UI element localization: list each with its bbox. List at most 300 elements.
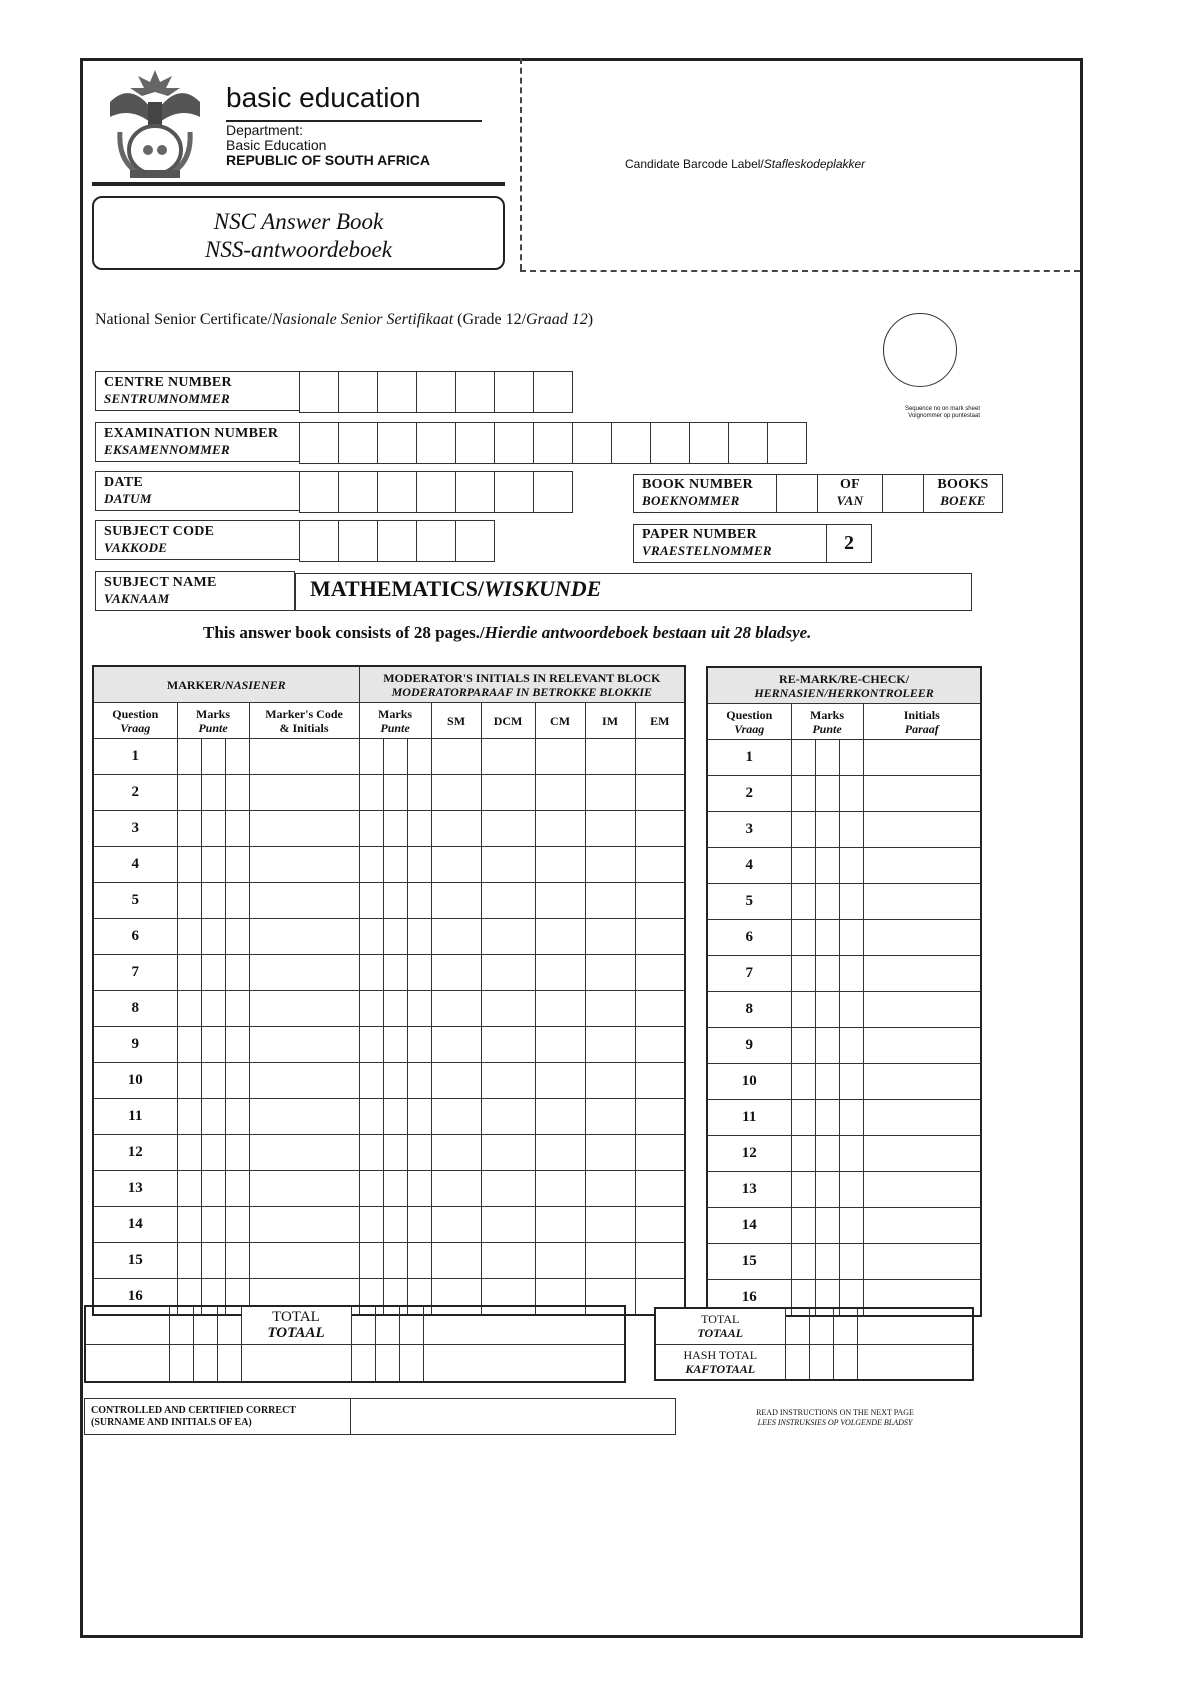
- marker-cell[interactable]: [635, 1207, 685, 1243]
- remark-cell[interactable]: [791, 1136, 815, 1172]
- marker-cell[interactable]: [407, 739, 431, 775]
- marker-cell[interactable]: [177, 991, 201, 1027]
- marker-cell[interactable]: [225, 847, 249, 883]
- marker-cell[interactable]: [635, 991, 685, 1027]
- marker-cell[interactable]: [249, 739, 359, 775]
- remark-question-number: 10: [707, 1064, 791, 1100]
- marker-cell[interactable]: [249, 811, 359, 847]
- controlled-label: CONTROLLED AND CERTIFIED CORRECT (SURNAME AND INITIALS OF EA): [85, 1399, 351, 1435]
- marker-cell[interactable]: [407, 991, 431, 1027]
- marker-cell[interactable]: [481, 919, 535, 955]
- title-af: NSS-antwoordeboek: [205, 237, 392, 262]
- marker-cell[interactable]: [585, 775, 635, 811]
- marker-cell[interactable]: [383, 1171, 407, 1207]
- mod-marks-header: Marks Punte: [359, 703, 431, 739]
- remark-cell[interactable]: [815, 884, 839, 920]
- remark-cell[interactable]: [863, 1244, 981, 1280]
- pages-note: This answer book consists of 28 pages./Hierdie antwoordeboek bestaan uit 28 bladsye.: [203, 623, 812, 642]
- marker-cell[interactable]: [225, 991, 249, 1027]
- controlled-input[interactable]: [351, 1399, 676, 1435]
- marker-row: [93, 1207, 685, 1243]
- marker-cell[interactable]: [383, 1135, 407, 1171]
- marker-cell[interactable]: [177, 775, 201, 811]
- remark-cell[interactable]: [791, 1028, 815, 1064]
- marker-cell[interactable]: [177, 1171, 201, 1207]
- marker-cell[interactable]: [535, 955, 585, 991]
- remark-cell[interactable]: [839, 1172, 863, 1208]
- remark-cell[interactable]: [839, 992, 863, 1028]
- remark-cell[interactable]: [791, 884, 815, 920]
- remark-total-label: TOTAL TOTAAL: [655, 1308, 785, 1344]
- marker-cell[interactable]: [481, 1027, 535, 1063]
- marker-cell[interactable]: [535, 1207, 585, 1243]
- marker-cell[interactable]: [383, 883, 407, 919]
- exam-number-label: EXAMINATION NUMBER EKSAMENNOMMER: [95, 422, 300, 462]
- marker-cell[interactable]: [635, 775, 685, 811]
- marker-cell[interactable]: [177, 1099, 201, 1135]
- marker-cell[interactable]: [535, 991, 585, 1027]
- marker-cell[interactable]: [249, 775, 359, 811]
- remark-cell[interactable]: [839, 1136, 863, 1172]
- marker-cell[interactable]: [359, 1135, 383, 1171]
- marker-cell[interactable]: [407, 1207, 431, 1243]
- of-label: OF VAN: [818, 475, 883, 513]
- remark-cell[interactable]: [863, 776, 981, 812]
- marker-cell[interactable]: [635, 1171, 685, 1207]
- marker-cell[interactable]: [383, 1063, 407, 1099]
- marker-cell[interactable]: [635, 1027, 685, 1063]
- marker-cell[interactable]: [249, 1063, 359, 1099]
- marker-cell[interactable]: [249, 1135, 359, 1171]
- remark-title: RE-MARK/RE-CHECK/ HERNASIEN/HERKONTROLEER: [707, 667, 981, 704]
- marker-cell[interactable]: [585, 1135, 635, 1171]
- marker-cell[interactable]: [481, 1207, 535, 1243]
- marker-cell[interactable]: [431, 955, 481, 991]
- marker-cell[interactable]: [535, 919, 585, 955]
- remark-initials-header: Initials Paraaf: [863, 704, 981, 740]
- remark-question-number: 14: [707, 1208, 791, 1244]
- marker-cell[interactable]: [177, 739, 201, 775]
- remark-cell[interactable]: [839, 776, 863, 812]
- department-label: Department:: [226, 122, 304, 138]
- remark-cell[interactable]: [815, 812, 839, 848]
- remark-row: [707, 1244, 981, 1280]
- marker-cell[interactable]: [635, 1063, 685, 1099]
- marker-cell[interactable]: [635, 811, 685, 847]
- marker-cell[interactable]: [585, 1027, 635, 1063]
- marker-cell[interactable]: [635, 883, 685, 919]
- marker-cell[interactable]: [585, 1243, 635, 1279]
- marker-cell[interactable]: [481, 775, 535, 811]
- remark-question-number: 8: [707, 992, 791, 1028]
- marker-cell[interactable]: [481, 739, 535, 775]
- marker-cell[interactable]: [407, 1171, 431, 1207]
- marker-cell[interactable]: [383, 775, 407, 811]
- marker-cell[interactable]: [225, 811, 249, 847]
- remark-cell[interactable]: [815, 920, 839, 956]
- remark-cell[interactable]: [791, 1208, 815, 1244]
- marker-cell[interactable]: [359, 883, 383, 919]
- books-total-input[interactable]: [883, 475, 924, 513]
- brand-title: basic education: [226, 82, 421, 113]
- marker-cell[interactable]: [225, 739, 249, 775]
- marker-cell[interactable]: [359, 1243, 383, 1279]
- marker-cell[interactable]: [585, 739, 635, 775]
- marker-cell[interactable]: [383, 811, 407, 847]
- marker-cell[interactable]: [177, 955, 201, 991]
- department-name: Basic Education: [226, 137, 327, 153]
- remark-row: [707, 776, 981, 812]
- marker-cell[interactable]: [535, 883, 585, 919]
- subject-code-boxes[interactable]: [299, 520, 495, 562]
- marker-cell[interactable]: [431, 1207, 481, 1243]
- remark-row: [707, 1028, 981, 1064]
- remark-cell[interactable]: [815, 740, 839, 776]
- sequence-caption: Sequence no on mark sheet Volgnommer op puntestaat: [904, 406, 980, 419]
- marker-cell[interactable]: [481, 1243, 535, 1279]
- marker-cell[interactable]: [201, 1135, 225, 1171]
- marker-cell[interactable]: [585, 991, 635, 1027]
- marker-cell[interactable]: [431, 739, 481, 775]
- remark-cell[interactable]: [863, 884, 981, 920]
- marker-cell[interactable]: [407, 775, 431, 811]
- marker-cell[interactable]: [201, 811, 225, 847]
- marker-cell[interactable]: [407, 1027, 431, 1063]
- marker-cell[interactable]: [635, 919, 685, 955]
- marker-cell[interactable]: [431, 991, 481, 1027]
- marker-cell[interactable]: [481, 883, 535, 919]
- marker-cell[interactable]: [535, 1099, 585, 1135]
- marker-cell[interactable]: [431, 1027, 481, 1063]
- marker-cell[interactable]: [249, 919, 359, 955]
- marker-cell[interactable]: [249, 1027, 359, 1063]
- marker-cell[interactable]: [383, 991, 407, 1027]
- marker-cell[interactable]: [407, 883, 431, 919]
- marker-cell[interactable]: [431, 847, 481, 883]
- marker-cell[interactable]: [201, 883, 225, 919]
- marker-cell[interactable]: [249, 1243, 359, 1279]
- marker-cell[interactable]: [177, 1135, 201, 1171]
- remark-question-number: 11: [707, 1100, 791, 1136]
- marker-cell[interactable]: [383, 1243, 407, 1279]
- remark-cell[interactable]: [815, 1172, 839, 1208]
- remark-cell[interactable]: [863, 740, 981, 776]
- remark-row: [707, 1064, 981, 1100]
- remark-question-number: 1: [707, 740, 791, 776]
- marker-cell[interactable]: [585, 811, 635, 847]
- marker-cell[interactable]: [177, 919, 201, 955]
- marker-cell[interactable]: [535, 1171, 585, 1207]
- marker-cell[interactable]: [359, 847, 383, 883]
- subject-name-value[interactable]: MATHEMATICS/WISKUNDE: [295, 573, 972, 611]
- marker-cell[interactable]: [535, 739, 585, 775]
- marker-cell[interactable]: [177, 847, 201, 883]
- remark-cell[interactable]: [815, 992, 839, 1028]
- marker-cell[interactable]: [535, 1063, 585, 1099]
- marker-cell[interactable]: [585, 883, 635, 919]
- remark-cell[interactable]: [839, 920, 863, 956]
- marker-cell[interactable]: [431, 919, 481, 955]
- marker-cell[interactable]: [635, 739, 685, 775]
- marker-cell[interactable]: [225, 1135, 249, 1171]
- marker-cell[interactable]: [481, 1099, 535, 1135]
- marker-cell[interactable]: [359, 919, 383, 955]
- marker-cell[interactable]: [407, 847, 431, 883]
- marker-cell[interactable]: [481, 991, 535, 1027]
- remark-cell[interactable]: [863, 1028, 981, 1064]
- marker-cell[interactable]: [407, 1135, 431, 1171]
- marker-cell[interactable]: [201, 1207, 225, 1243]
- marker-cell[interactable]: [407, 1063, 431, 1099]
- remark-row: [707, 1136, 981, 1172]
- marker-cell[interactable]: [383, 1207, 407, 1243]
- marker-cell[interactable]: [177, 1207, 201, 1243]
- marker-row: [93, 1027, 685, 1063]
- marker-cell[interactable]: [481, 811, 535, 847]
- centre-number-boxes[interactable]: [299, 371, 573, 413]
- remark-cell[interactable]: [791, 812, 815, 848]
- remark-cell[interactable]: [815, 1136, 839, 1172]
- marker-cell[interactable]: [635, 1135, 685, 1171]
- marker-cell[interactable]: [407, 1099, 431, 1135]
- marker-cell[interactable]: [201, 955, 225, 991]
- marker-cell[interactable]: [535, 811, 585, 847]
- marker-cell[interactable]: [535, 1243, 585, 1279]
- marker-cell[interactable]: [225, 955, 249, 991]
- em-header: EM: [635, 703, 685, 739]
- marker-cell[interactable]: [201, 919, 225, 955]
- marker-cell[interactable]: [225, 1243, 249, 1279]
- marker-cell[interactable]: [225, 1171, 249, 1207]
- marker-cell[interactable]: [431, 1099, 481, 1135]
- remark-cell[interactable]: [839, 1100, 863, 1136]
- remark-cell[interactable]: [839, 1208, 863, 1244]
- remark-cell[interactable]: [791, 956, 815, 992]
- question-number: 16: [93, 1279, 177, 1316]
- marker-cell[interactable]: [359, 1099, 383, 1135]
- marker-cell[interactable]: [431, 1063, 481, 1099]
- marker-row: [93, 1171, 685, 1207]
- remark-cell[interactable]: [791, 1100, 815, 1136]
- marker-cell[interactable]: [359, 1207, 383, 1243]
- remark-cell[interactable]: [791, 1244, 815, 1280]
- marker-cell[interactable]: [359, 955, 383, 991]
- marker-cell[interactable]: [249, 991, 359, 1027]
- remark-cell[interactable]: [815, 1064, 839, 1100]
- subject-name-label: SUBJECT NAME VAKNAAM: [95, 571, 295, 611]
- barcode-area-left-border: [520, 58, 522, 270]
- marker-cell[interactable]: [225, 1063, 249, 1099]
- marker-cell[interactable]: [225, 1027, 249, 1063]
- remark-cell[interactable]: [815, 1244, 839, 1280]
- remark-cell[interactable]: [863, 1208, 981, 1244]
- marker-row: [93, 811, 685, 847]
- remark-cell[interactable]: [839, 956, 863, 992]
- question-number: 7: [93, 955, 177, 991]
- marker-cell[interactable]: [249, 883, 359, 919]
- remark-cell[interactable]: [815, 848, 839, 884]
- remark-cell[interactable]: [863, 1100, 981, 1136]
- remark-cell[interactable]: [863, 1064, 981, 1100]
- marker-cell[interactable]: [359, 1171, 383, 1207]
- marker-cell[interactable]: [201, 847, 225, 883]
- coat-of-arms-logo: [100, 62, 210, 180]
- marker-cell[interactable]: [249, 955, 359, 991]
- remark-cell[interactable]: [791, 992, 815, 1028]
- country-name: REPUBLIC OF SOUTH AFRICA: [226, 152, 431, 168]
- remark-question-number: 15: [707, 1244, 791, 1280]
- marker-cell[interactable]: [635, 955, 685, 991]
- marker-cell[interactable]: [201, 1027, 225, 1063]
- remark-cell[interactable]: [863, 920, 981, 956]
- remark-cell[interactable]: [815, 1028, 839, 1064]
- marker-cell[interactable]: [535, 1027, 585, 1063]
- remark-cell[interactable]: [863, 848, 981, 884]
- marker-cell[interactable]: [481, 847, 535, 883]
- marker-cell[interactable]: [407, 955, 431, 991]
- marks-header: Marks Punte: [177, 703, 249, 739]
- marker-cell[interactable]: [635, 1243, 685, 1279]
- marker-cell[interactable]: [177, 811, 201, 847]
- cm-header: CM: [535, 703, 585, 739]
- remark-cell[interactable]: [863, 812, 981, 848]
- marker-cell[interactable]: [585, 919, 635, 955]
- marker-cell[interactable]: [481, 1171, 535, 1207]
- marker-cell[interactable]: [407, 811, 431, 847]
- marker-cell[interactable]: [585, 1171, 635, 1207]
- marker-title: MARKER/NASIENER: [93, 666, 359, 703]
- marker-cell[interactable]: [201, 1243, 225, 1279]
- sequence-circle[interactable]: [883, 313, 957, 387]
- remark-cell[interactable]: [839, 1064, 863, 1100]
- marker-cell[interactable]: [407, 1243, 431, 1279]
- remark-cell[interactable]: [863, 1172, 981, 1208]
- marker-cell[interactable]: [383, 739, 407, 775]
- marker-cell[interactable]: [359, 775, 383, 811]
- remark-cell[interactable]: [863, 1136, 981, 1172]
- marker-cell[interactable]: [177, 1243, 201, 1279]
- marker-cell[interactable]: [225, 883, 249, 919]
- marker-cell[interactable]: [201, 739, 225, 775]
- paper-number-value[interactable]: 2: [827, 525, 872, 563]
- remark-row: [707, 920, 981, 956]
- marker-cell[interactable]: [249, 1207, 359, 1243]
- marker-cell[interactable]: [585, 1099, 635, 1135]
- marker-cell[interactable]: [201, 991, 225, 1027]
- marker-cell[interactable]: [481, 955, 535, 991]
- marker-row: [93, 1243, 685, 1279]
- remark-cell[interactable]: [839, 848, 863, 884]
- remark-cell[interactable]: [839, 812, 863, 848]
- marker-cell[interactable]: [431, 883, 481, 919]
- remark-cell[interactable]: [839, 884, 863, 920]
- marker-cell[interactable]: [383, 919, 407, 955]
- remark-cell[interactable]: [791, 1172, 815, 1208]
- remark-cell[interactable]: [815, 1208, 839, 1244]
- remark-cell[interactable]: [791, 1064, 815, 1100]
- im-header: IM: [585, 703, 635, 739]
- marker-cell[interactable]: [635, 1099, 685, 1135]
- remark-cell[interactable]: [791, 920, 815, 956]
- marker-cell[interactable]: [585, 955, 635, 991]
- remark-cell[interactable]: [839, 1244, 863, 1280]
- marker-cell[interactable]: [431, 1243, 481, 1279]
- marker-row: [93, 919, 685, 955]
- remark-cell[interactable]: [791, 848, 815, 884]
- marker-cell[interactable]: [535, 1135, 585, 1171]
- question-header: Question Vraag: [93, 703, 177, 739]
- marker-cell[interactable]: [177, 1063, 201, 1099]
- marker-cell[interactable]: [359, 991, 383, 1027]
- exam-number-boxes[interactable]: [299, 422, 807, 464]
- date-boxes[interactable]: [299, 471, 573, 513]
- remark-row: [707, 956, 981, 992]
- marker-cell[interactable]: [431, 1135, 481, 1171]
- remark-cell[interactable]: [863, 956, 981, 992]
- marker-cell[interactable]: [535, 775, 585, 811]
- remark-cell[interactable]: [863, 992, 981, 1028]
- marker-cell[interactable]: [225, 1207, 249, 1243]
- marker-cell[interactable]: [635, 847, 685, 883]
- remark-total-table: [654, 1307, 974, 1381]
- marker-cell[interactable]: [201, 1063, 225, 1099]
- marker-cell[interactable]: [535, 847, 585, 883]
- marker-cell[interactable]: [407, 919, 431, 955]
- marker-cell[interactable]: [481, 1135, 535, 1171]
- paper-number-label: PAPER NUMBER VRAESTELNOMMER: [634, 525, 827, 563]
- marker-cell[interactable]: [225, 919, 249, 955]
- marker-cell[interactable]: [359, 1063, 383, 1099]
- marker-cell[interactable]: [201, 1171, 225, 1207]
- remark-question-number: 16: [707, 1280, 791, 1317]
- marker-cell[interactable]: [177, 1027, 201, 1063]
- marker-cell[interactable]: [359, 739, 383, 775]
- marker-table: [92, 665, 686, 1316]
- remark-cell[interactable]: [815, 956, 839, 992]
- book-number-input[interactable]: [777, 475, 818, 513]
- marker-cell[interactable]: [383, 847, 407, 883]
- marker-cell[interactable]: [249, 1171, 359, 1207]
- marker-cell[interactable]: [383, 1099, 407, 1135]
- marker-cell[interactable]: [481, 1063, 535, 1099]
- marker-cell[interactable]: [585, 1063, 635, 1099]
- marker-cell[interactable]: [201, 1099, 225, 1135]
- marker-cell[interactable]: [249, 1099, 359, 1135]
- remark-cell[interactable]: [839, 740, 863, 776]
- marker-cell[interactable]: [177, 883, 201, 919]
- marker-cell[interactable]: [359, 811, 383, 847]
- remark-cell[interactable]: [839, 1028, 863, 1064]
- marker-cell[interactable]: [383, 1027, 407, 1063]
- marker-cell[interactable]: [431, 1171, 481, 1207]
- remark-cell[interactable]: [815, 776, 839, 812]
- remark-cell[interactable]: [791, 740, 815, 776]
- marker-cell[interactable]: [585, 1207, 635, 1243]
- marker-cell[interactable]: [225, 1099, 249, 1135]
- marker-cell[interactable]: [383, 955, 407, 991]
- book-number-table: [633, 474, 1003, 513]
- marker-cell[interactable]: [359, 1027, 383, 1063]
- remark-cell[interactable]: [815, 1100, 839, 1136]
- question-number: 2: [93, 775, 177, 811]
- marker-cell[interactable]: [201, 775, 225, 811]
- marker-cell[interactable]: [225, 775, 249, 811]
- marker-cell[interactable]: [585, 847, 635, 883]
- marker-cell[interactable]: [431, 775, 481, 811]
- remark-cell[interactable]: [791, 776, 815, 812]
- marker-cell[interactable]: [249, 847, 359, 883]
- marker-cell[interactable]: [431, 811, 481, 847]
